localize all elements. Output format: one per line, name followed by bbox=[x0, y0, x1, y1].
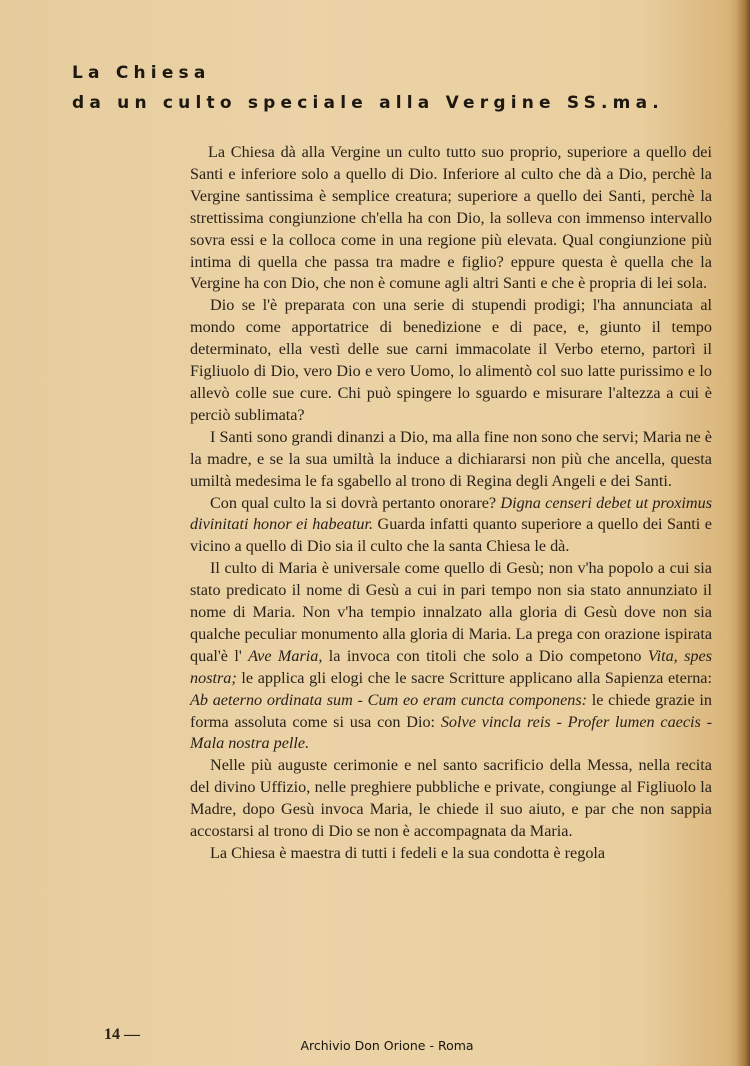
paragraph bbox=[190, 493, 712, 559]
latin-quote: Vita, spes nostra; bbox=[190, 646, 712, 687]
text-run: Dio se l'è preparata con una serie di stupendi prodigi; l'ha annunciata al mondo come apportatrice di benedizione e di pace, e, giunto il tempo determinato, ella vestì delle sue carni immacolate il Verbo eterno, partorì il Figliuolo di Dio, vero Dio e vero Uomo, lo alimentò col suo latte purissimo e lo allevò colle sue cure. Chi può spingere lo sguardo e misurare l'altezza a cui è perciò sublimata? bbox=[190, 296, 712, 424]
text-run: La Chiesa dà alla Vergine un culto tutto suo proprio, superiore a quello dei Santi e inferiore solo a quello di Dio. Inferiore al culto che dà a Dio, perchè la Vergine santissima è semplice creatura; superiore a quello dei Santi, perchè la strettissima congiunzione ch'ella ha con Dio, la solleva con immenso intervallo sovra essi e la colloca come in una regione più elevata. Qual congiunzione più intima di quella che passa tra madre e figlio? eppure questa è quella che la Vergine ha con Dio, che non è comune agli altri Santi e che è propria di lei sola. bbox=[190, 143, 712, 293]
text-run: la invoca con titoli che solo a Dio competono bbox=[322, 646, 648, 665]
text-run: Con qual culto la si dovrà pertanto onorare? bbox=[210, 493, 501, 512]
text-run: Nelle più auguste cerimonie e nel santo sacrificio della Messa, nella recita del divino Uffizio, nelle preghiere pubbliche e private, congiunge al Figliuolo la Madre, dopo Gesù invoca Maria, le chiede il suo aiuto, e par che non sappia accostarsi al trono di Dio se non è accompagnata da Maria. bbox=[190, 756, 712, 841]
text-run: La Chiesa è maestra di tutti i fedeli e la sua condotta è regola bbox=[210, 844, 606, 862]
latin-quote: Digna censeri debet ut proximus divinitati honor ei habeatur. bbox=[190, 493, 712, 534]
text-run: le chiede grazie in forma assoluta come si usa con Dio: bbox=[190, 690, 712, 731]
archive-footer: Archivio Don Orione - Roma bbox=[300, 1038, 474, 1053]
page-number: 14 — bbox=[104, 1026, 140, 1043]
text-run: le applica gli elogi che le sacre Scritture applicano alla Sapienza eterna: bbox=[236, 668, 712, 687]
text-run: Guarda infatti quanto superiore a quello dei Santi e vicino a quello di Dio sia il culto che la santa Chiesa le dà. bbox=[190, 515, 712, 556]
page-edge-shadow bbox=[736, 0, 750, 1066]
paragraph bbox=[190, 755, 712, 843]
paragraph bbox=[190, 843, 712, 865]
latin-quote: Solve vincla reis - Profer lumen caecis - Mala nostra pelle. bbox=[190, 712, 712, 753]
text-run: Il culto di Maria è universale come quello di Gesù; non v'ha popolo a cui sia stato predicato il nome di Gesù a cui in pari tempo non sia stato annunziato il nome di Maria. Non v'ha tempio innalzato alla gloria di Gesù dove non sia qualche peculiar monumento alla gloria di Maria. La prega con orazione ispirata qual'è l' bbox=[190, 559, 712, 665]
paragraph bbox=[190, 558, 712, 755]
text-run: I Santi sono grandi dinanzi a Dio, ma alla fine non sono che servi; Maria ne è la madre, e se la sua umiltà la induce a dichiararsi non più che ancella, questa umiltà medesima le fa sgabello al trono di Regina degli Angeli e dei Santi. bbox=[190, 427, 712, 490]
heading-line-1: La Chiesa bbox=[72, 63, 211, 83]
body-text bbox=[190, 142, 712, 865]
latin-quote: Ave Maria, bbox=[248, 646, 323, 665]
section-heading bbox=[72, 58, 664, 118]
paragraph bbox=[190, 295, 712, 426]
heading-line-2: da un culto speciale alla Vergine SS.ma. bbox=[72, 93, 664, 113]
latin-quote: Ab aeterno ordinata sum - Cum eo eram cuncta componens: bbox=[190, 690, 588, 709]
paragraph bbox=[190, 142, 712, 295]
paragraph bbox=[190, 427, 712, 493]
